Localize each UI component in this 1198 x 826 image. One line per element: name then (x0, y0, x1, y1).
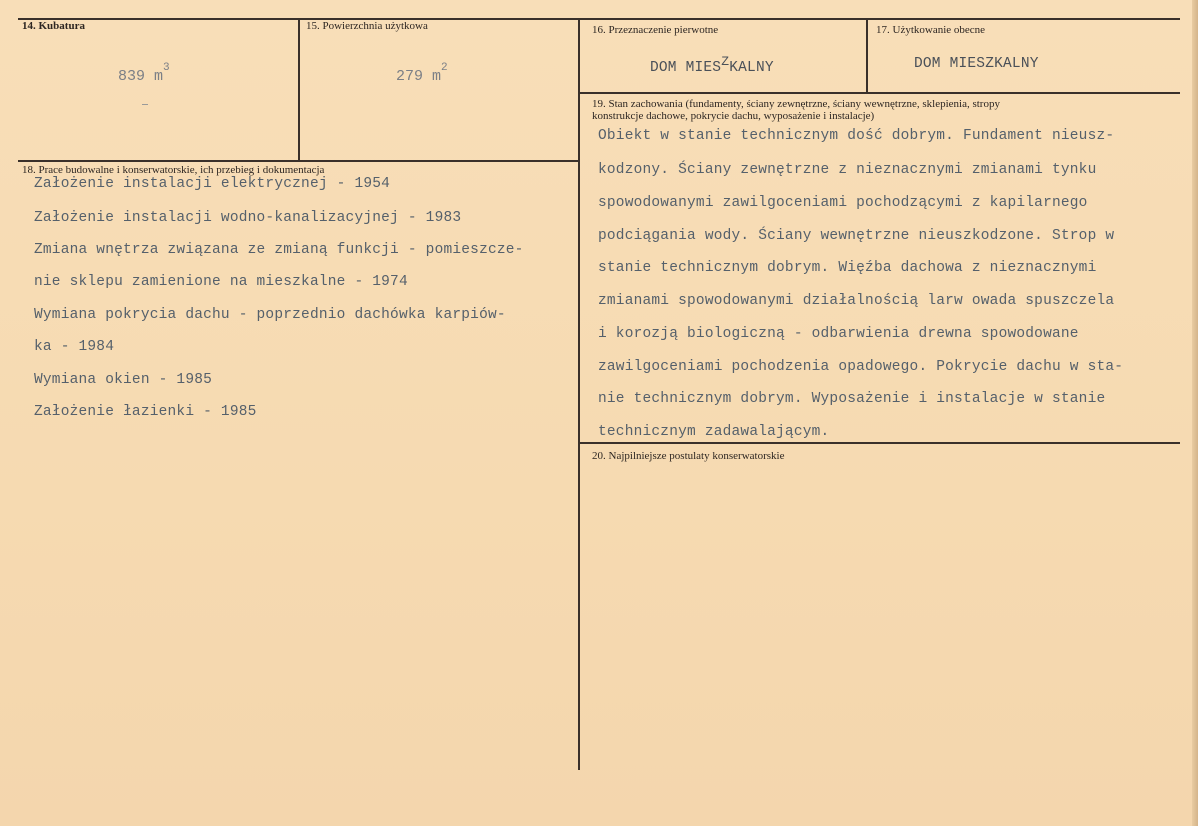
f19-line-2: kodzony. Ściany zewnętrzne z nieznacznymi zmianami tynku (598, 162, 1097, 178)
divider-14-15 (298, 18, 300, 160)
f18-line-5: Wymiana pokrycia dachu - poprzednio dachówka karpiów- (34, 307, 506, 323)
f18-line-6: ka - 1984 (34, 339, 115, 355)
f18-line-2: Założenie instalacji wodno-kanalizacyjnej - 1983 (34, 210, 462, 226)
f18-line-3: Zmiana wnętrza związana ze zmianą funkcji - pomieszcze- (34, 242, 524, 258)
field-16-label: 16. Przeznaczenie pierwotne (592, 24, 719, 36)
field-16-value (650, 54, 774, 76)
field-14-value (118, 62, 170, 85)
divider-16-17 (866, 18, 868, 92)
field-19-label-line-1: 19. Stan zachowania (fundamenty, ściany zewnętrzne, ściany wewnętrzne, sklepienia, stropy (592, 98, 1000, 110)
f18-line-8: Założenie łazienki - 1985 (34, 404, 257, 420)
original-use-part-b: KALNY (729, 59, 774, 76)
field-14-label: 14. Kubatura (22, 20, 85, 32)
pencil-mark (142, 104, 148, 105)
field-18-label: 18. Prace budowalne i konserwatorskie, ich przebieg i dokumentacja (22, 164, 325, 176)
volume-unit-exponent: 3 (163, 62, 170, 74)
field-17-label: 17. Użytkowanie obecne (876, 24, 986, 36)
volume-value: 839 m (118, 68, 164, 85)
f18-line-4: nie sklepu zamienione na mieszkalne - 1974 (34, 274, 408, 290)
f19-line-7: i korozją biologiczną - odbarwienia drewna spowodowane (598, 326, 1079, 342)
f19-line-10: technicznym zadawalającym. (598, 424, 830, 440)
field-19-label-line-2: konstrukcje dachowe, pokrycie dachu, wyposażenie i instalacje) (592, 110, 875, 122)
f19-line-6: zmianami spowodowanymi działalnością larw owada spuszczela (598, 293, 1115, 309)
row-divider-16-19 (580, 92, 1180, 94)
f18-line-1: Założenie instalacji elektrycznej - 1954 (34, 176, 391, 192)
field-20-label: 20. Najpilniejsze postulaty konserwatorskie (592, 450, 785, 462)
f19-line-9: nie technicznym dobrym. Wyposażenie i instalacje w stanie (598, 391, 1106, 407)
field-15-value (396, 62, 448, 85)
row-divider-19-20 (580, 442, 1180, 444)
row-divider-14-18 (18, 160, 580, 162)
f19-line-8: zawilgoceniami pochodzenia opadowego. Pokrycie dachu w sta- (598, 359, 1124, 375)
field-17-value: DOM MIESZKALNY (914, 56, 1039, 72)
original-use-part-a: DOM MIES (650, 59, 722, 76)
area-unit-exponent: 2 (441, 62, 448, 74)
top-border (18, 18, 1180, 20)
field-15-label: 15. Powierzchnia użytkowa (306, 20, 428, 32)
f19-line-5: stanie technicznym dobrym. Więźba dachowa z nieznacznymi (598, 260, 1097, 276)
center-divider (578, 18, 580, 770)
f19-line-3: spowodowanymi zawilgoceniami pochodzącymi z kapilarnego (598, 195, 1088, 211)
f19-line-1: Obiekt w stanie technicznym dość dobrym. Fundament nieusz- (598, 128, 1115, 144)
f19-line-4: podciągania wody. Ściany wewnętrzne nieuszkodzone. Strop w (598, 228, 1115, 244)
original-use-sup: Z (721, 54, 730, 69)
card-edge (1192, 0, 1198, 826)
f18-line-7: Wymiana okien - 1985 (34, 372, 213, 388)
area-value: 279 m (396, 68, 442, 85)
